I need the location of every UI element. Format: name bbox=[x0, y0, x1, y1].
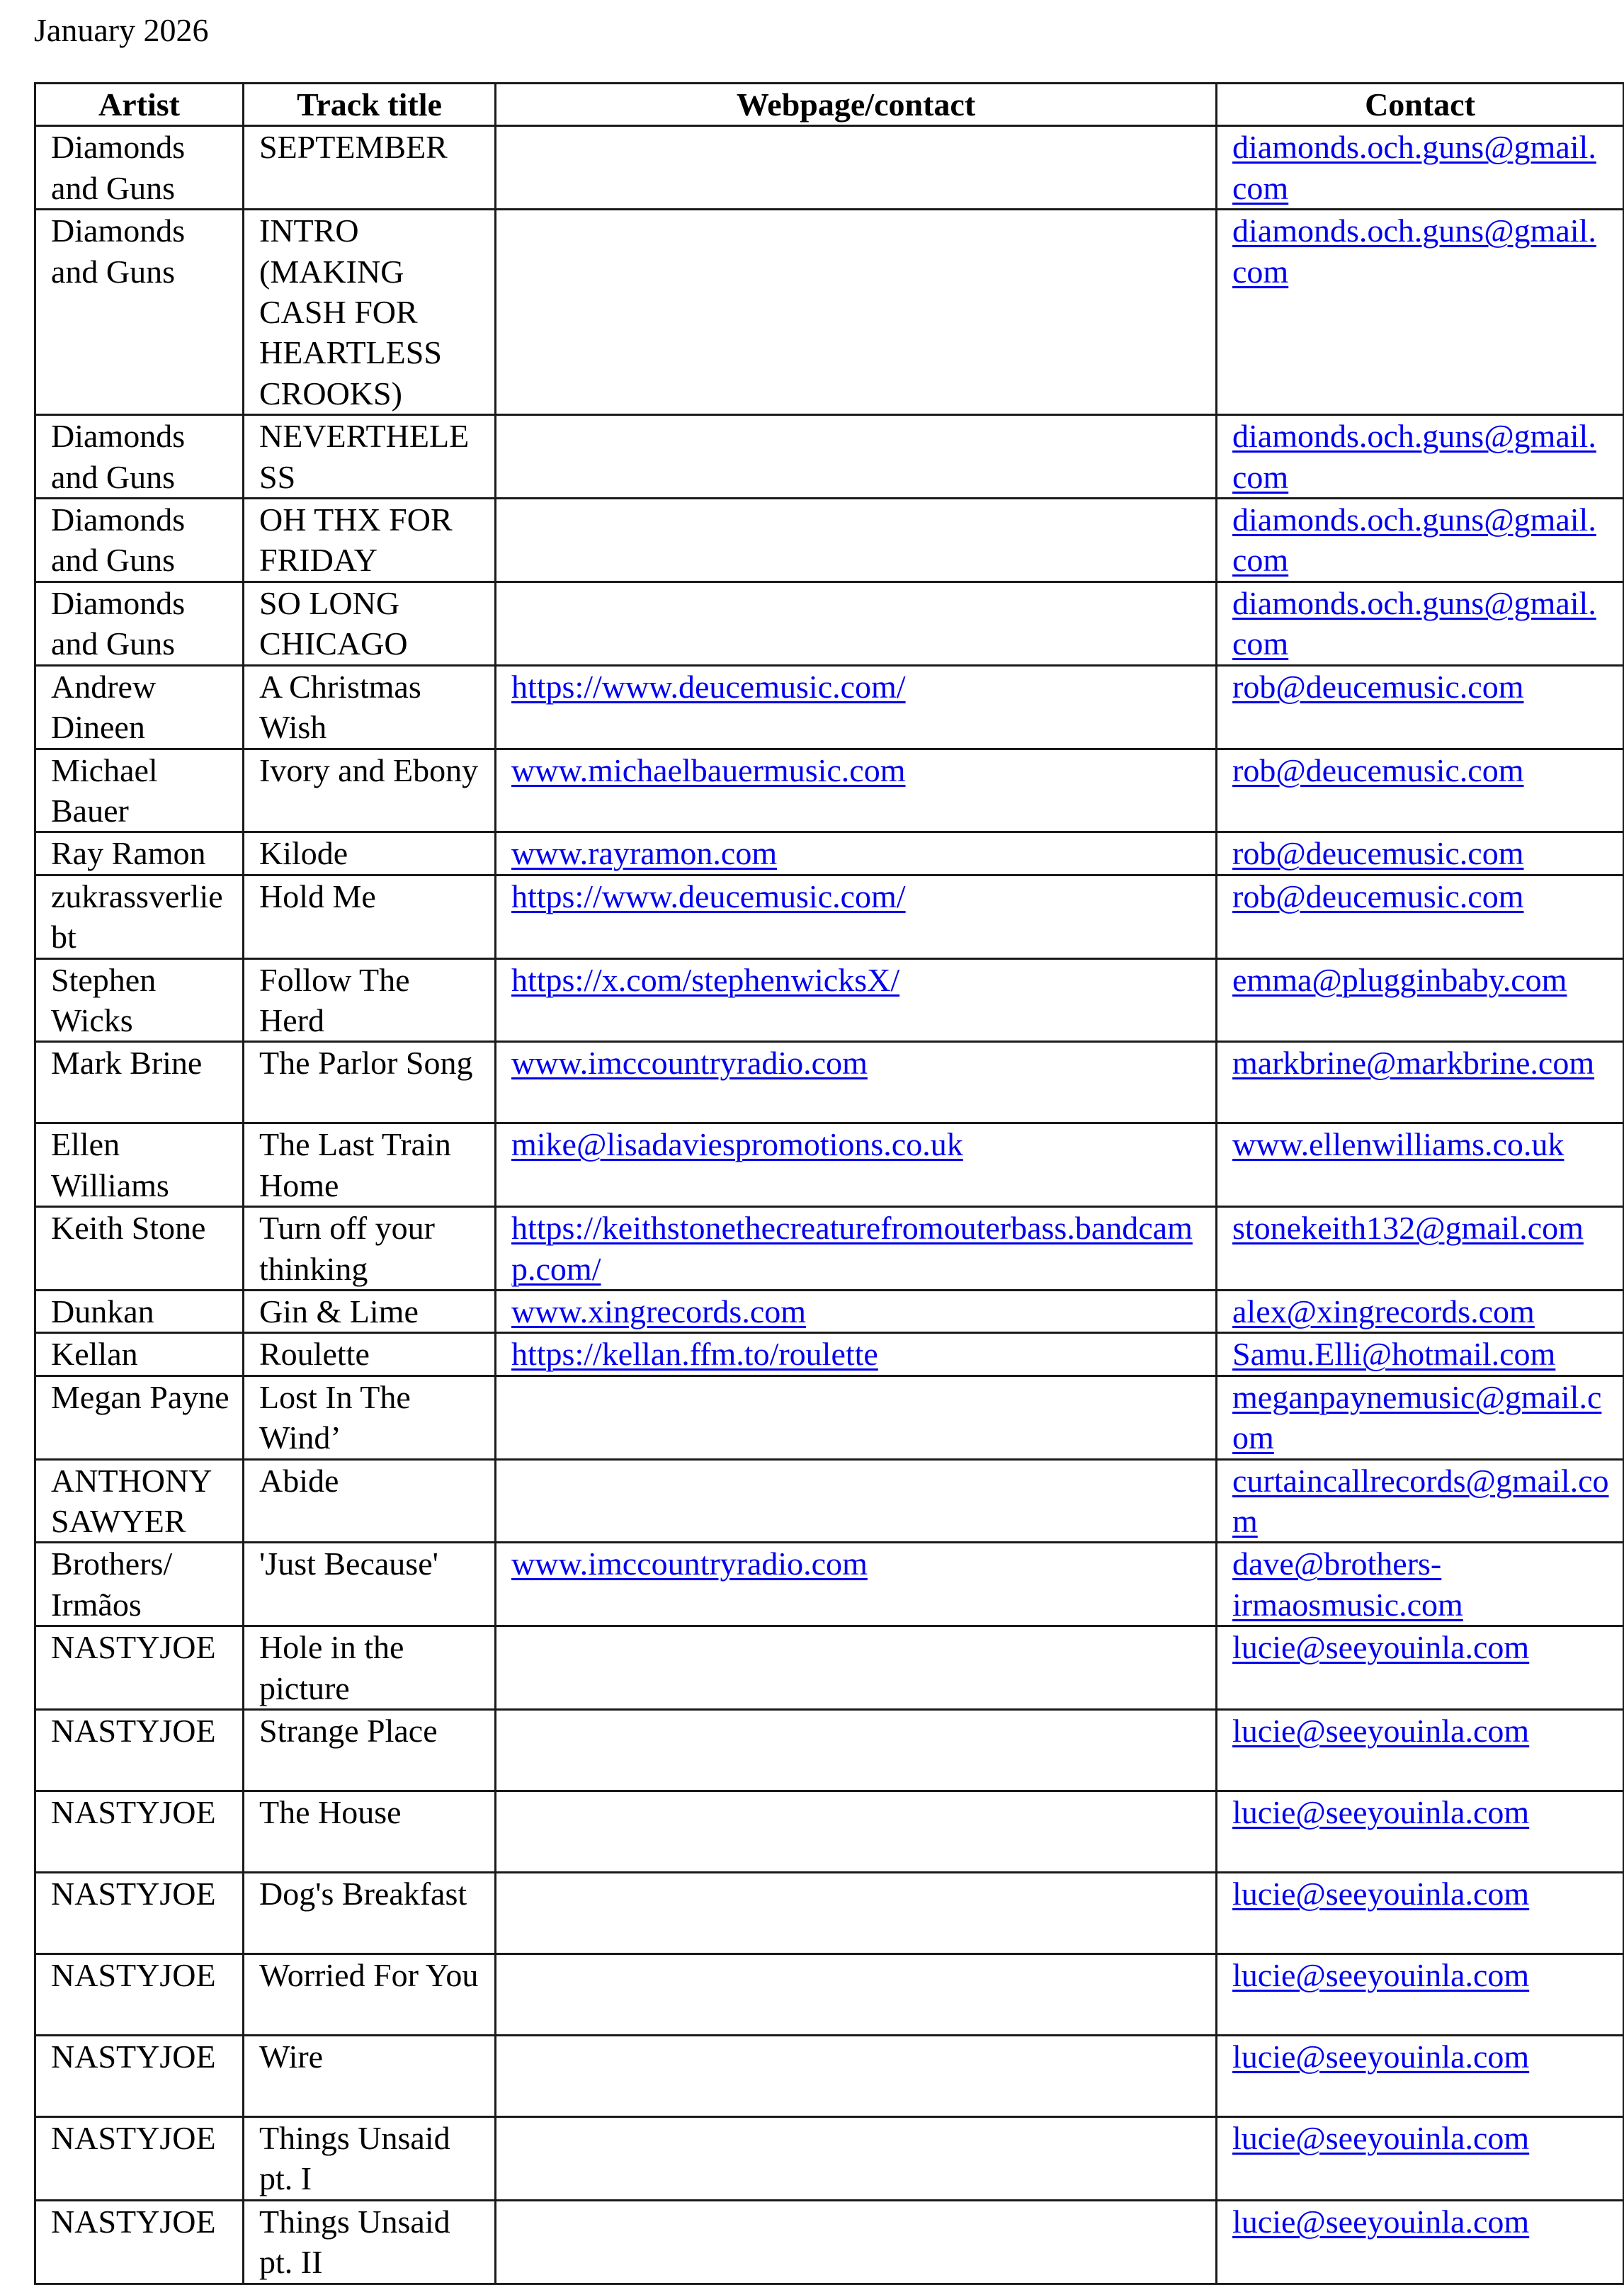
contact-link[interactable]: Samu.Elli@hotmail.com bbox=[1232, 1336, 1556, 1373]
table-row bbox=[35, 1042, 1624, 1123]
contact-cell bbox=[1217, 1954, 1624, 2036]
table-header-row bbox=[35, 84, 1624, 126]
contact-link[interactable]: lucie@seeyouinla.com bbox=[1232, 1713, 1530, 1750]
webpage-cell bbox=[496, 749, 1217, 832]
contact-link[interactable]: lucie@seeyouinla.com bbox=[1232, 1794, 1530, 1831]
track-title-cell: The House bbox=[244, 1791, 496, 1873]
track-title-cell: Things Unsaid pt. II bbox=[244, 2200, 496, 2284]
contact-link[interactable]: diamonds.och.guns@gmail.com bbox=[1232, 501, 1596, 579]
contact-cell bbox=[1217, 1710, 1624, 1791]
contact-link[interactable]: rob@deucemusic.com bbox=[1232, 835, 1524, 872]
webpage-link[interactable]: https://x.com/stephenwicksX/ bbox=[511, 961, 900, 998]
webpage-cell bbox=[496, 1954, 1217, 2036]
table-row bbox=[35, 1626, 1624, 1710]
artist-cell: NASTYJOE bbox=[35, 1791, 244, 1873]
webpage-cell bbox=[496, 1290, 1217, 1332]
webpage-cell bbox=[496, 2117, 1217, 2201]
contact-cell bbox=[1217, 415, 1624, 499]
table-row bbox=[35, 2200, 1624, 2284]
webpage-link[interactable]: https://www.deucemusic.com/ bbox=[511, 878, 906, 914]
table-row bbox=[35, 749, 1624, 832]
contact-link[interactable]: alex@xingrecords.com bbox=[1232, 1293, 1535, 1329]
table-row bbox=[35, 126, 1624, 210]
artist-cell: Diamonds and Guns bbox=[35, 415, 244, 499]
track-title-cell: Roulette bbox=[244, 1333, 496, 1376]
track-title-cell: Strange Place bbox=[244, 1710, 496, 1791]
contact-cell bbox=[1217, 1626, 1624, 1710]
contact-cell bbox=[1217, 832, 1624, 875]
contact-link[interactable]: diamonds.och.guns@gmail.com bbox=[1232, 129, 1596, 206]
webpage-cell bbox=[496, 1207, 1217, 1291]
artist-cell: Megan Payne bbox=[35, 1376, 244, 1459]
webpage-cell bbox=[496, 958, 1217, 1042]
contact-link[interactable]: www.ellenwilliams.co.uk bbox=[1232, 1126, 1565, 1163]
column-header-webpage-contact: Webpage/contact bbox=[496, 84, 1217, 126]
table-row bbox=[35, 210, 1624, 415]
contact-cell bbox=[1217, 1207, 1624, 1291]
track-title-cell: A Christmas Wish bbox=[244, 665, 496, 749]
table-row bbox=[35, 875, 1624, 958]
webpage-cell bbox=[496, 1042, 1217, 1123]
artist-cell: Dunkan bbox=[35, 1290, 244, 1332]
artist-cell: Diamonds and Guns bbox=[35, 126, 244, 210]
contact-cell bbox=[1217, 749, 1624, 832]
artist-cell: NASTYJOE bbox=[35, 2117, 244, 2201]
contact-cell bbox=[1217, 126, 1624, 210]
webpage-cell bbox=[496, 1543, 1217, 1626]
table-row bbox=[35, 1954, 1624, 2036]
contact-cell bbox=[1217, 875, 1624, 958]
table-row bbox=[35, 1333, 1624, 1376]
table-row bbox=[35, 958, 1624, 1042]
webpage-cell bbox=[496, 1791, 1217, 1873]
contact-link[interactable]: diamonds.och.guns@gmail.com bbox=[1232, 584, 1596, 662]
artist-cell: NASTYJOE bbox=[35, 2036, 244, 2117]
table-row bbox=[35, 832, 1624, 875]
webpage-cell bbox=[496, 1123, 1217, 1207]
artist-cell: NASTYJOE bbox=[35, 2200, 244, 2284]
artist-cell: NASTYJOE bbox=[35, 1873, 244, 1954]
artist-cell: Mark Brine bbox=[35, 1042, 244, 1123]
contact-link[interactable]: lucie@seeyouinla.com bbox=[1232, 2203, 1530, 2240]
table-row bbox=[35, 1791, 1624, 1873]
contact-link[interactable]: markbrine@markbrine.com bbox=[1232, 1045, 1595, 1082]
track-title-cell: Follow The Herd bbox=[244, 958, 496, 1042]
webpage-cell bbox=[496, 2036, 1217, 2117]
contact-cell bbox=[1217, 2117, 1624, 2201]
contact-link[interactable]: curtaincallrecords@gmail.com bbox=[1232, 1462, 1609, 1539]
contact-cell bbox=[1217, 1333, 1624, 1376]
artist-cell: NASTYJOE bbox=[35, 1626, 244, 1710]
contact-link[interactable]: rob@deucemusic.com bbox=[1232, 878, 1524, 914]
table-row bbox=[35, 1207, 1624, 1291]
table-row bbox=[35, 1710, 1624, 1791]
table-row bbox=[35, 1873, 1624, 1954]
table-row bbox=[35, 1543, 1624, 1626]
artist-cell: Stephen Wicks bbox=[35, 958, 244, 1042]
track-title-cell: Lost In The Wind’ bbox=[244, 1376, 496, 1459]
contact-cell bbox=[1217, 958, 1624, 1042]
webpage-link[interactable]: www.imccountryradio.com bbox=[511, 1045, 868, 1082]
contact-cell bbox=[1217, 210, 1624, 415]
artist-cell: NASTYJOE bbox=[35, 1710, 244, 1791]
artist-cell: Andrew Dineen bbox=[35, 665, 244, 749]
table-row bbox=[35, 1123, 1624, 1207]
webpage-cell bbox=[496, 1459, 1217, 1543]
page-heading: January 2026 bbox=[34, 12, 209, 48]
track-title-cell: Gin & Lime bbox=[244, 1290, 496, 1332]
column-header-track-title: Track title bbox=[244, 84, 496, 126]
artist-cell: Ellen Williams bbox=[35, 1123, 244, 1207]
artist-cell: zukrassverliebt bbox=[35, 875, 244, 958]
contact-link[interactable]: diamonds.och.guns@gmail.com bbox=[1232, 418, 1596, 495]
track-title-cell: The Last Train Home bbox=[244, 1123, 496, 1207]
contact-cell bbox=[1217, 2036, 1624, 2117]
track-title-cell: Ivory and Ebony bbox=[244, 749, 496, 832]
contact-link[interactable]: dave@brothers-irmaosmusic.com bbox=[1232, 1546, 1463, 1623]
webpage-cell bbox=[496, 210, 1217, 415]
table-row bbox=[35, 665, 1624, 749]
artist-cell: Michael Bauer bbox=[35, 749, 244, 832]
contact-cell bbox=[1217, 1791, 1624, 1873]
table-row bbox=[35, 1376, 1624, 1459]
webpage-cell bbox=[496, 665, 1217, 749]
contact-cell bbox=[1217, 1123, 1624, 1207]
webpage-cell bbox=[496, 126, 1217, 210]
contact-cell bbox=[1217, 1290, 1624, 1332]
contact-cell bbox=[1217, 1042, 1624, 1123]
webpage-link[interactable]: www.imccountryradio.com bbox=[511, 1546, 868, 1582]
contact-link[interactable]: stonekeith132@gmail.com bbox=[1232, 1210, 1584, 1247]
track-title-cell: NEVERTHELESS bbox=[244, 415, 496, 499]
webpage-cell bbox=[496, 1873, 1217, 1954]
track-title-cell: The Parlor Song bbox=[244, 1042, 496, 1123]
track-title-cell: 'Just Because' bbox=[244, 1543, 496, 1626]
artist-cell: Diamonds and Guns bbox=[35, 582, 244, 665]
contact-cell bbox=[1217, 1543, 1624, 1626]
contact-link[interactable]: meganpaynemusic@gmail.com bbox=[1232, 1378, 1602, 1456]
webpage-cell bbox=[496, 832, 1217, 875]
artist-cell: Brothers/ Irmãos bbox=[35, 1543, 244, 1626]
artist-cell: ANTHONY SAWYER bbox=[35, 1459, 244, 1543]
contact-link[interactable]: lucie@seeyouinla.com bbox=[1232, 1629, 1530, 1666]
webpage-cell bbox=[496, 499, 1217, 582]
track-title-cell: OH THX FOR FRIDAY bbox=[244, 499, 496, 582]
webpage-cell bbox=[496, 1710, 1217, 1791]
contact-cell bbox=[1217, 2200, 1624, 2284]
webpage-link[interactable]: www.xingrecords.com bbox=[511, 1293, 807, 1329]
webpage-link[interactable]: https://kellan.ffm.to/roulette bbox=[511, 1336, 878, 1373]
artist-cell: Diamonds and Guns bbox=[35, 499, 244, 582]
track-title-cell: Hole in the picture bbox=[244, 1626, 496, 1710]
track-title-cell: SEPTEMBER bbox=[244, 126, 496, 210]
webpage-cell bbox=[496, 875, 1217, 958]
column-header-contact: Contact bbox=[1217, 84, 1624, 126]
contact-link[interactable]: lucie@seeyouinla.com bbox=[1232, 2039, 1530, 2075]
artist-cell: Keith Stone bbox=[35, 1207, 244, 1291]
table-row bbox=[35, 2117, 1624, 2201]
track-title-cell: INTRO (MAKING CASH FOR HEARTLESS CROOKS) bbox=[244, 210, 496, 415]
contact-link[interactable]: diamonds.och.guns@gmail.com bbox=[1232, 212, 1596, 290]
track-title-cell: SO LONG CHICAGO bbox=[244, 582, 496, 665]
webpage-cell bbox=[496, 1626, 1217, 1710]
contact-link[interactable]: emma@plugginbaby.com bbox=[1232, 961, 1567, 998]
webpage-link[interactable]: https://keithstonethecreaturefromouterbass.bandcamp.com/ bbox=[511, 1210, 1193, 1287]
table-row bbox=[35, 2036, 1624, 2117]
track-title-cell: Turn off your thinking bbox=[244, 1207, 496, 1291]
table-row bbox=[35, 1290, 1624, 1332]
webpage-cell bbox=[496, 582, 1217, 665]
contact-link[interactable]: rob@deucemusic.com bbox=[1232, 668, 1524, 705]
contact-cell bbox=[1217, 665, 1624, 749]
track-title-cell: Hold Me bbox=[244, 875, 496, 958]
webpage-link[interactable]: www.rayramon.com bbox=[511, 835, 778, 872]
webpage-link[interactable]: https://www.deucemusic.com/ bbox=[511, 668, 906, 705]
webpage-cell bbox=[496, 2200, 1217, 2284]
track-title-cell: Worried For You bbox=[244, 1954, 496, 2036]
contact-cell bbox=[1217, 1376, 1624, 1459]
column-header-artist: Artist bbox=[35, 84, 244, 126]
track-title-cell: Dog's Breakfast bbox=[244, 1873, 496, 1954]
track-title-cell: Kilode bbox=[244, 832, 496, 875]
table-row bbox=[35, 499, 1624, 582]
contact-cell bbox=[1217, 582, 1624, 665]
contact-link[interactable]: lucie@seeyouinla.com bbox=[1232, 1957, 1530, 1994]
artist-cell: NASTYJOE bbox=[35, 1954, 244, 2036]
table-row bbox=[35, 582, 1624, 665]
artist-cell: Kellan bbox=[35, 1333, 244, 1376]
webpage-link[interactable]: www.michaelbauermusic.com bbox=[511, 752, 906, 788]
table-row bbox=[35, 415, 1624, 499]
webpage-cell bbox=[496, 1333, 1217, 1376]
contact-cell bbox=[1217, 1459, 1624, 1543]
track-title-cell: Wire bbox=[244, 2036, 496, 2117]
webpage-cell bbox=[496, 415, 1217, 499]
contact-link[interactable]: lucie@seeyouinla.com bbox=[1232, 1876, 1530, 1912]
contact-link[interactable]: rob@deucemusic.com bbox=[1232, 752, 1524, 788]
table-row bbox=[35, 1459, 1624, 1543]
contact-link[interactable]: lucie@seeyouinla.com bbox=[1232, 2120, 1530, 2157]
webpage-cell bbox=[496, 1376, 1217, 1459]
webpage-link[interactable]: mike@lisadaviespromotions.co.uk bbox=[511, 1126, 963, 1163]
track-title-cell: Things Unsaid pt. I bbox=[244, 2117, 496, 2201]
tracks-table bbox=[34, 82, 1624, 2285]
artist-cell: Ray Ramon bbox=[35, 832, 244, 875]
artist-cell: Diamonds and Guns bbox=[35, 210, 244, 415]
contact-cell bbox=[1217, 499, 1624, 582]
contact-cell bbox=[1217, 1873, 1624, 1954]
track-title-cell: Abide bbox=[244, 1459, 496, 1543]
